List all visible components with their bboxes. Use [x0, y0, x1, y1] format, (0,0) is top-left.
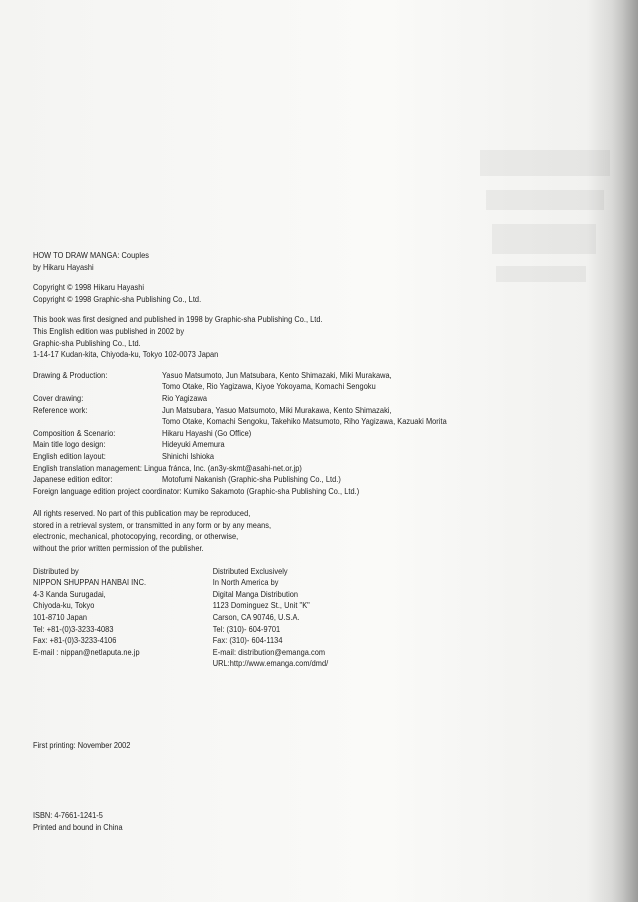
isbn-line: ISBN: 4-7661-1241-5	[33, 810, 103, 820]
credit-label-cover: Cover drawing:	[33, 392, 84, 403]
distributor-line: Distributed by	[33, 565, 79, 576]
credit-label-composition: Composition & Scenario:	[33, 427, 116, 438]
printed-in-line: Printed and bound in China	[33, 821, 123, 832]
distributor-line: Digital Manga Distribution	[212, 588, 299, 599]
copyright-line: Copyright © 1998 Hikaru Hayashi	[33, 282, 145, 293]
distributor-japan	[33, 566, 213, 670]
distributor-line: Tel: (310)- 604-9701	[212, 623, 281, 634]
credit-value-drawing: Yasuo Matsumoto, Jun Matsubara, Kento Shimazaki, Miki Murakawa,	[162, 369, 392, 380]
distributor-email: E-mail: distribution@emanga.com	[212, 646, 326, 657]
distributor-line: In North America by	[212, 577, 279, 588]
credit-value-foreign: Kumiko Sakamoto (Graphic-sha Publishing Co., Ltd.)	[183, 485, 360, 496]
publication-line: 1-14-17 Kudan-kita, Chiyoda-ku, Tokyo 102-0073 Japan	[33, 349, 219, 360]
distributor-line: 4-3 Kanda Surugadai,	[33, 588, 106, 599]
rights-line: without the prior written permission of the publisher.	[33, 543, 204, 554]
distributor-line: Fax: (310)- 604-1134	[212, 635, 283, 646]
book-author: by Hikaru Hayashi	[33, 261, 94, 272]
copyright-line: Copyright © 1998 Graphic-sha Publishing Co., Ltd.	[33, 293, 202, 304]
credit-value-layout: Shinichi Ishioka	[162, 450, 215, 461]
publication-block	[33, 314, 515, 360]
credit-value-reference: Jun Matsubara, Yasuo Matsumoto, Miki Murakawa, Kento Shimazaki,	[162, 404, 392, 415]
publication-line: Graphic-sha Publishing Co., Ltd.	[33, 337, 141, 348]
rights-line: All rights reserved. No part of this publication may be reproduced,	[33, 508, 251, 519]
distributor-line: Distributed Exclusively	[212, 565, 288, 576]
publication-line: This book was first designed and published in 1998 by Graphic-sha Publishing Co., Ltd.	[33, 314, 323, 325]
rights-block	[33, 508, 515, 554]
credit-translation	[33, 463, 515, 475]
credit-value-composition: Hikaru Hayashi (Go Office)	[162, 427, 252, 438]
credit-value-logo: Hideyuki Amemura	[162, 439, 225, 450]
distributor-line: Fax: +81-(0)3-3233-4106	[33, 635, 117, 646]
isbn-block	[33, 810, 123, 833]
distributor-line: 1123 Dominguez St., Unit "K"	[212, 600, 310, 611]
rights-line: stored in a retrieval system, or transmitted in any form or by any means,	[33, 519, 272, 530]
distributor-north-america	[213, 566, 515, 670]
distributor-line: Carson, CA 90746, U.S.A.	[212, 612, 300, 623]
colophon	[33, 250, 515, 670]
credit-value-translation: Lingua fránca, Inc. (an3y-skmt@asahi-net.or.jp)	[144, 462, 302, 473]
distributor-email: E-mail : nippan@netlaputa.ne.jp	[33, 646, 140, 657]
credit-label-foreign: Foreign language edition project coordinator:	[33, 485, 182, 496]
distributor-line: NIPPON SHUPPAN HANBAI INC.	[33, 577, 147, 588]
credit-value-japanese-editor: Motofumi Nakanish (Graphic-sha Publishing Co., Ltd.)	[162, 474, 341, 485]
distributor-line: Chiyoda-ku, Tokyo	[33, 600, 95, 611]
credit-value-cover: Rio Yagizawa	[162, 392, 208, 403]
credit-label-layout: English edition layout:	[33, 450, 106, 461]
copyright-block	[33, 282, 515, 305]
credit-foreign-coordinator	[33, 486, 515, 498]
publication-line: This English edition was published in 2002 by	[33, 325, 185, 336]
credit-label-translation: English translation management:	[33, 462, 142, 473]
credit-label-japanese-editor: Japanese edition editor:	[33, 474, 113, 485]
spine-shadow	[612, 0, 638, 902]
credit-value-drawing-cont: Tomo Otake, Rio Yagizawa, Kiyoe Yokoyama, Komachi Sengoku	[162, 381, 376, 392]
distributor-url: URL:http://www.emanga.com/dmd/	[212, 658, 329, 669]
distribution-block	[33, 566, 515, 670]
distributor-line: Tel: +81-(0)3-3233-4083	[33, 623, 114, 634]
credits-block	[33, 370, 515, 498]
credit-label-reference: Reference work:	[33, 404, 88, 415]
rights-line: electronic, mechanical, photocopying, recording, or otherwise,	[33, 531, 239, 542]
distributor-line: 101-8710 Japan	[33, 612, 88, 623]
credit-value-reference-cont: Tomo Otake, Komachi Sengoku, Takehiko Matsumoto, Riho Yagizawa, Kazuaki Morita	[162, 416, 447, 427]
first-printing: First printing: November 2002	[33, 740, 131, 750]
credit-label-logo: Main title logo design:	[33, 439, 106, 450]
book-title: HOW TO DRAW MANGA: Couples	[33, 250, 149, 260]
credit-label-drawing: Drawing & Production:	[33, 369, 108, 380]
title-block	[33, 250, 515, 273]
